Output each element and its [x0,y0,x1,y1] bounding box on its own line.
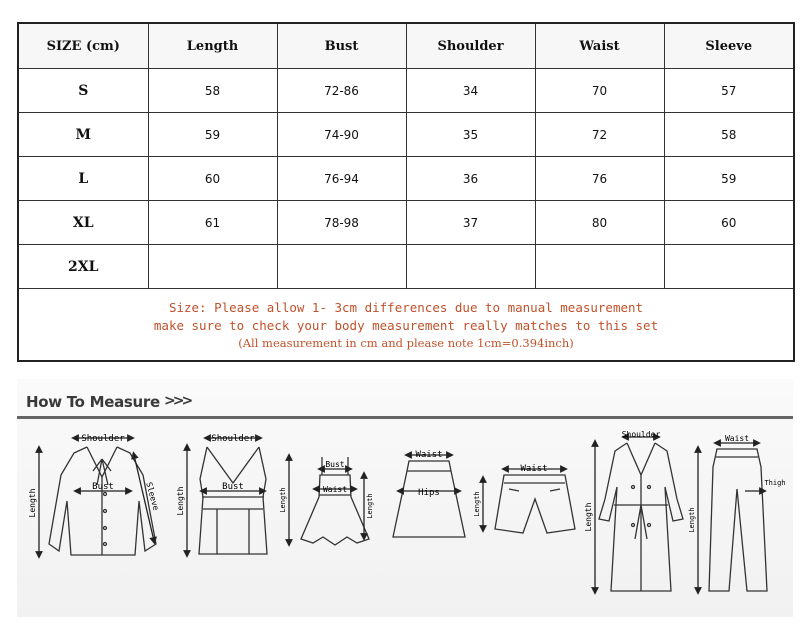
note-line-2: make sure to check your body measurement really matches to this set [153,317,659,333]
blouse-figure [49,447,156,555]
shoulder-value: 37 [406,201,535,245]
sleeve-value: 59 [664,157,794,201]
length-value [148,245,277,289]
length-value: 58 [148,69,277,113]
shoulder-value [406,245,535,289]
header-bust: Bust [277,23,406,69]
sleeve-value: 57 [664,69,794,113]
header-size: SIZE (cm) [18,23,148,69]
label-shoulder-1: Shoulder [81,434,125,444]
arrows-icon: >>> [164,393,191,409]
bust-value [277,245,406,289]
waist-value: 70 [535,69,664,113]
sleeve-value: 60 [664,201,794,245]
bust-value: 72-86 [277,69,406,113]
label-length-7: Length [688,507,696,533]
waist-value: 76 [535,157,664,201]
length-value: 61 [148,201,277,245]
label-hips-4: Hips [418,488,440,498]
bust-value: 78-98 [277,201,406,245]
label-length-3b: Length [366,493,374,519]
how-to-measure-panel [17,379,793,617]
table-row [18,157,794,201]
measurement-figures [17,379,793,617]
shorts-figure [495,475,575,533]
size-label: S [18,69,148,113]
sleeve-value [664,245,794,289]
trench-coat-figure [599,443,683,591]
label-length-1: Length [28,488,37,518]
label-shoulder-2: Shoulder [211,434,255,444]
waist-value: 80 [535,201,664,245]
table-row [18,201,794,245]
slip-dress-figure [301,457,369,545]
label-sleeve-1: Sleeve [144,481,161,512]
note-row [18,289,794,362]
bust-value: 74-90 [277,113,406,157]
label-thigh-7: Thigh [764,479,786,487]
size-label: L [18,157,148,201]
label-length-5: Length [473,491,481,517]
label-bust-2: Bust [222,482,244,492]
trousers-figure [709,449,767,591]
how-to-measure-title: How To Measure [26,393,160,411]
table-row [18,69,794,113]
header-shoulder: Shoulder [406,23,535,69]
label-length-6: Length [584,502,593,532]
size-label: M [18,113,148,157]
shoulder-value: 34 [406,69,535,113]
label-bust-3: Bust [325,460,345,469]
header-length: Length [148,23,277,69]
label-waist-5: Waist [520,464,548,474]
skirt-figure [393,461,465,537]
size-table-header-row [18,23,794,69]
label-waist-7: Waist [724,434,750,443]
label-shoulder-6: Shoulder [621,430,661,439]
label-length-2: Length [176,486,185,516]
label-length-3: Length [279,487,287,513]
length-value: 60 [148,157,277,201]
bust-value: 76-94 [277,157,406,201]
length-value: 59 [148,113,277,157]
shoulder-value: 35 [406,113,535,157]
measurement-note [18,289,794,362]
table-row [18,113,794,157]
table-row [18,245,794,289]
note-line-1: Size: Please allow 1- 3cm differences due to manual measurement [168,299,644,315]
label-waist-3: Waist [322,485,348,494]
size-label: XL [18,201,148,245]
header-sleeve: Sleeve [664,23,794,69]
header-waist: Waist [535,23,664,69]
label-bust-1: Bust [92,482,114,492]
note-line-3: (All measurement in cm and please note 1cm=0.394inch) [238,335,574,350]
shoulder-value: 36 [406,157,535,201]
waist-value [535,245,664,289]
tank-top-figure [199,447,267,554]
waist-value: 72 [535,113,664,157]
size-label: 2XL [18,245,148,289]
size-chart-table [17,22,795,362]
sleeve-value: 58 [664,113,794,157]
label-waist-4: Waist [415,450,443,460]
